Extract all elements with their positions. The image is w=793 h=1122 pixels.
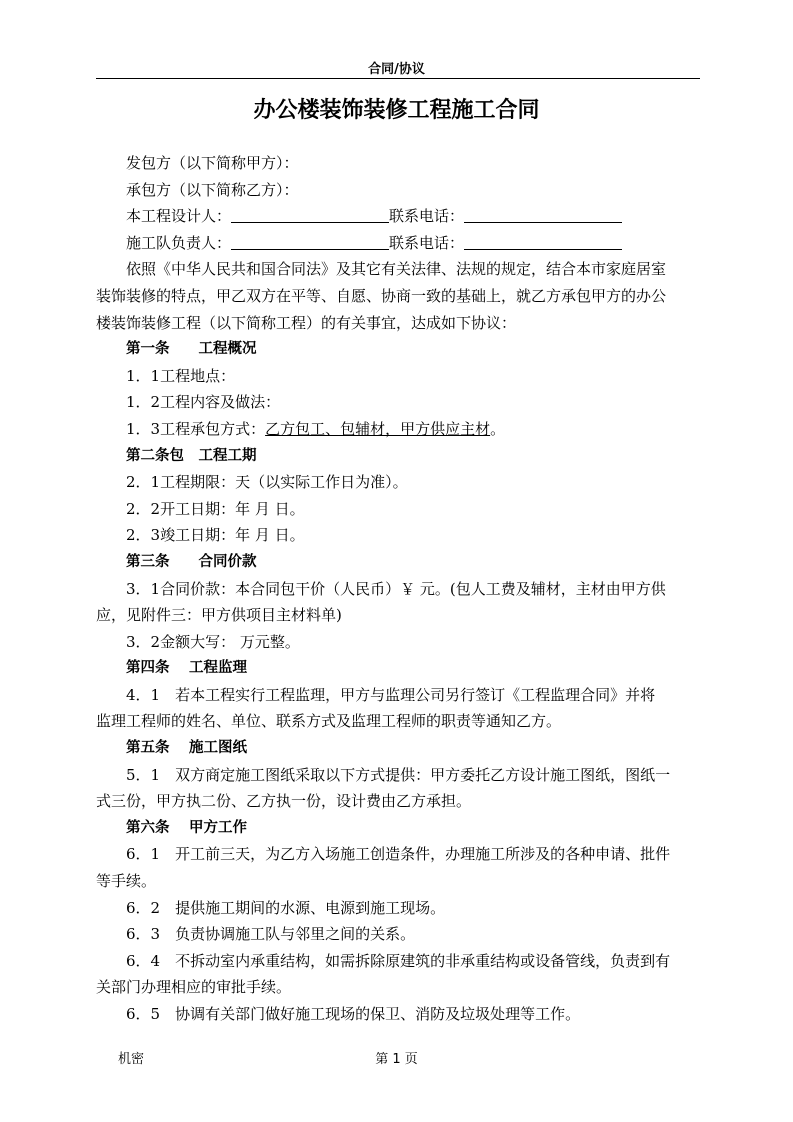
clause-6-5: 6．5 协调有关部门做好施工现场的保卫、消防及垃圾处理等工作。 — [126, 1005, 581, 1023]
designer-line — [96, 203, 702, 230]
document-title: 办公楼装饰装修工程施工合同 — [253, 98, 540, 123]
leader-label: 施工队负责人： — [126, 233, 232, 252]
designer-blank — [231, 205, 389, 223]
clause-6-4-line: 6．4 不拆动室内承重结构，如需拆除原建筑的非承重结构或设备管线，负责到有 — [126, 951, 671, 970]
article-2-heading: 第二条包 工程工期 — [126, 447, 257, 464]
clause-6-1-line: 6．1 开工前三天，为乙方入场施工创造条件，办理施工所涉及的各种申请、批件 — [126, 845, 671, 864]
clause-2-2: 2．2开工日期：年 月 日。 — [126, 499, 305, 518]
clause-1-3-suffix: 。 — [490, 419, 506, 438]
article-6-heading: 第六条 甲方工作 — [126, 819, 248, 836]
article-1-heading: 第一条 工程概况 — [126, 341, 257, 358]
clause-2-3: 2．3竣工日期：年 月 日。 — [126, 526, 305, 545]
article-4-heading: 第四条 工程监理 — [126, 660, 248, 677]
contact-blank-2 — [464, 232, 622, 250]
intro-line: 装饰装修的特点，甲乙双方在平等、自愿、协商一致的基础上，就乙方承包甲方的办公 — [96, 286, 667, 305]
party-b-line: 承包方（以下简称乙方）： — [126, 180, 299, 199]
party-a-line: 发包方（以下简称甲方）： — [126, 154, 299, 172]
page-number: 第 1 页 — [375, 1052, 418, 1067]
clause-3-1-line: 3．1合同价款：本合同包干价（人民币）￥ 元。(包人工费及辅材，主材由甲方供 — [126, 579, 666, 598]
document-body — [96, 150, 702, 1028]
clause-1-2: 1．2工程内容及做法： — [126, 393, 281, 412]
clause-6-2: 6．2 提供施工期间的水源、电源到施工现场。 — [126, 898, 446, 917]
header-title: 合同/协议 — [368, 62, 425, 77]
clause-6-4-line: 关部门办理相应的审批手续。 — [96, 978, 292, 997]
clause-4-1-line: 监理工程师的姓名、单位、联系方式及监理工程师的职责等通知乙方。 — [96, 712, 562, 731]
confidential-label: 机密 — [118, 1052, 145, 1067]
clause-5-1-line: 5．1 双方商定施工图纸采取以下方式提供：甲方委托乙方设计施工图纸，图纸一 — [126, 765, 671, 784]
clause-1-1: 1．1工程地点： — [126, 366, 236, 385]
clause-4-1-line: 4．1 若本工程实行工程监理，甲方与监理公司另行签订《工程监理合同》并将 — [126, 685, 656, 704]
clause-6-1-line: 等手续。 — [96, 872, 157, 891]
clause-1-3 — [96, 416, 702, 443]
clause-3-1-line: 应，见附件三：甲方供项目主材料单) — [96, 606, 342, 625]
intro-line: 依照《中华人民共和国合同法》及其它有关法律、法规的规定，结合本市家庭居室 — [126, 260, 667, 279]
contract-mode-value: 乙方包工、包辅材，甲方供应主材 — [265, 419, 491, 438]
leader-line — [96, 230, 702, 257]
contact-label: 联系电话： — [389, 207, 465, 226]
clause-5-1-line: 式三份，甲方执二份、乙方执一份，设计费由乙方承担。 — [96, 792, 472, 811]
header-divider — [96, 78, 700, 79]
intro-line: 楼装饰装修工程（以下简称工程）的有关事宜，达成如下协议： — [96, 313, 517, 332]
leader-blank — [231, 232, 389, 250]
clause-6-3: 6．3 负责协调施工队与邻里之间的关系。 — [126, 925, 416, 944]
designer-label: 本工程设计人： — [126, 207, 232, 226]
contact-blank — [464, 205, 622, 223]
clause-3-2: 3．2金额大写： 万元整。 — [126, 632, 300, 651]
contact-label-2: 联系电话： — [389, 233, 465, 252]
article-5-heading: 第五条 施工图纸 — [126, 740, 248, 757]
clause-1-3-label: 1．3工程承包方式： — [126, 419, 266, 438]
article-3-heading: 第三条 合同价款 — [126, 553, 257, 570]
clause-2-1: 2．1工程期限：天（以实际工作日为准）。 — [126, 473, 408, 492]
